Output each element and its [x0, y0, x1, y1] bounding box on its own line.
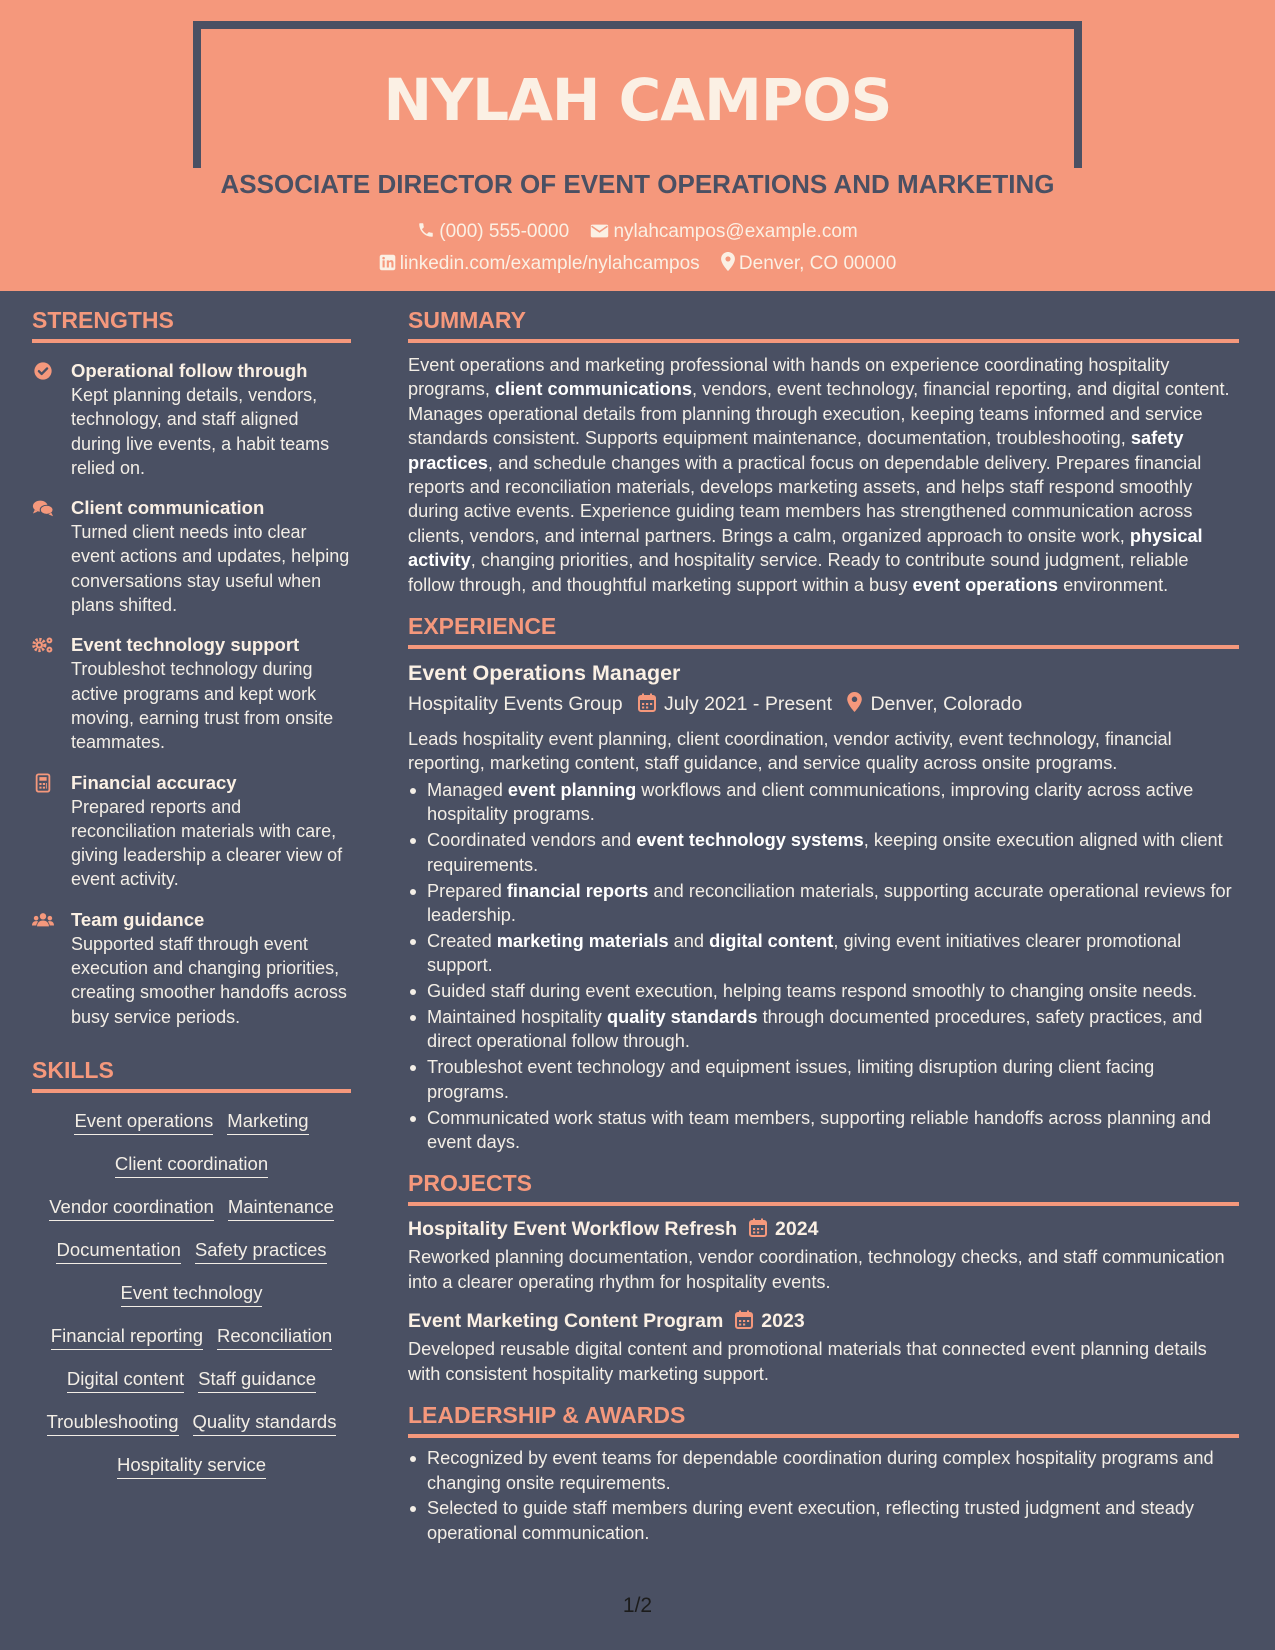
email-contact[interactable] [590, 220, 857, 244]
bullet-item: Managed event planning workflows and client communications, improving clarity across active hospitality programs. [408, 778, 1239, 827]
skill-row [32, 1238, 351, 1264]
strength-desc: Turned client needs into clear event actions and updates, helping conversations stay useful when plans shifted. [71, 522, 350, 616]
location-contact [721, 252, 896, 276]
job-bullets [408, 778, 1239, 1155]
strength-desc: Troubleshot technology during active programs and kept work moving, earning trust from onsite teammates. [71, 659, 334, 753]
job-title-headline: ASSOCIATE DIRECTOR OF EVENT OPERATIONS AND MARKETING [220, 169, 1055, 199]
right-column [408, 305, 1239, 1545]
project-desc: Reworked planning documentation, vendor coordination, technology checks, and staff communication into a clearer operating rhythm for hospitality events. [408, 1247, 1225, 1292]
bullet-item: Coordinated vendors and event technology systems, keeping onsite execution aligned with client requirements. [408, 828, 1239, 877]
strength-title: Client communication [71, 497, 265, 519]
strength-item [32, 908, 351, 1029]
leadership-heading: LEADERSHIP & AWARDS [408, 1400, 1239, 1438]
left-column [32, 305, 351, 1496]
skill-tag: Hospitality service [117, 1453, 266, 1479]
project-year-text: 2024 [775, 1218, 819, 1241]
skill-row [32, 1109, 351, 1135]
project-year-text: 2023 [761, 1310, 805, 1333]
skill-tag: Maintenance [228, 1195, 334, 1221]
contact-row-2 [0, 252, 1275, 276]
job-dates-text: July 2021 - Present [664, 693, 833, 716]
skill-tag: Digital content [67, 1367, 184, 1393]
contact-row-1 [0, 220, 1275, 244]
skill-row [32, 1324, 351, 1350]
job-intro: Leads hospitality event planning, client coordination, vendor activity, event technology, financial reporting, marketing content, staff guidance, and service quality across onsite programs. [408, 729, 1172, 774]
skill-row [32, 1367, 351, 1393]
bullet-item: Selected to guide staff members during event execution, reflecting trusted judgment and steady operational communication. [408, 1496, 1239, 1545]
phone-icon [417, 221, 435, 239]
gears-icon [32, 635, 54, 655]
calculator-icon [32, 773, 54, 793]
strength-item [32, 633, 351, 754]
skill-tag: Event operations [74, 1109, 213, 1135]
skill-row [32, 1410, 351, 1436]
chat-bubbles-icon [32, 498, 54, 518]
strength-desc: Kept planning details, vendors, technology, and staff aligned during live events, a habit teams relied on. [71, 385, 330, 478]
calendar-icon [638, 693, 656, 712]
job-location-text: Denver, Colorado [870, 693, 1023, 716]
strengths-heading: STRENGTHS [32, 305, 351, 343]
leadership-bullets [408, 1446, 1239, 1545]
phone-text: (000) 555-0000 [439, 221, 570, 242]
strength-item [32, 496, 351, 617]
skill-tag: Troubleshooting [47, 1410, 179, 1436]
resume-header [0, 0, 1275, 291]
summary-heading: SUMMARY [408, 305, 1239, 343]
skill-tag: Safety practices [195, 1238, 327, 1264]
company-name: Hospitality Events Group [408, 693, 623, 716]
project-title-row [408, 1308, 1239, 1334]
skill-tag: Quality standards [193, 1410, 337, 1436]
skill-tag: Reconciliation [217, 1324, 332, 1350]
projects-heading: PROJECTS [408, 1168, 1239, 1206]
job-location [847, 691, 1022, 717]
skill-row [32, 1195, 351, 1221]
strength-title: Team guidance [71, 908, 205, 930]
skill-row [32, 1152, 351, 1178]
skill-tag: Staff guidance [198, 1367, 316, 1393]
skill-row [32, 1453, 351, 1479]
linkedin-contact[interactable] [379, 252, 700, 276]
skill-tag: Event technology [121, 1281, 263, 1307]
strength-title: Event technology support [71, 634, 300, 656]
map-pin-icon [847, 692, 862, 712]
project-year [749, 1218, 818, 1240]
skills-heading: SKILLS [32, 1055, 351, 1093]
project-title: Hospitality Event Workflow Refresh [408, 1218, 738, 1241]
users-icon [32, 910, 54, 930]
bullet-item: Maintained hospitality quality standards through documented procedures, safety practices, and direct operational follow through. [408, 1005, 1239, 1054]
linkedin-icon [379, 254, 396, 271]
strength-desc: Prepared reports and reconciliation materials with care, giving leadership a clearer view of event activity. [71, 796, 343, 890]
project-desc: Developed reusable digital content and promotional materials that connected event planning details with consistent hospitality marketing support. [408, 1339, 1207, 1384]
linkedin-text: linkedin.com/example/nylahcampos [399, 253, 700, 274]
skill-tag: Client coordination [115, 1152, 268, 1178]
strength-item [32, 771, 351, 892]
skill-tag: Marketing [227, 1109, 308, 1135]
bullet-item: Troubleshot event technology and equipment issues, limiting disruption during client facing programs. [408, 1055, 1239, 1104]
skill-tag: Documentation [56, 1238, 180, 1264]
email-text: nylahcampos@example.com [613, 221, 858, 242]
check-circle-icon [32, 361, 54, 381]
calendar-icon [749, 1218, 767, 1237]
project-title-row [408, 1216, 1239, 1242]
map-pin-icon [721, 252, 735, 271]
bullet-item: Created marketing materials and digital content, giving event initiatives clearer promotional support. [408, 929, 1239, 978]
bullet-item: Communicated work status with team members, supporting reliable handoffs across planning and event days. [408, 1106, 1239, 1155]
page-number: 1/2 [622, 1594, 653, 1617]
phone-contact[interactable] [417, 220, 569, 244]
location-text: Denver, CO 00000 [738, 253, 897, 274]
calendar-icon [735, 1310, 753, 1329]
bullet-item: Prepared financial reports and reconciliation materials, supporting accurate operational reviews for leadership. [408, 879, 1239, 928]
strength-item [32, 359, 351, 480]
project-year [735, 1310, 804, 1332]
skill-tag: Vendor coordination [49, 1195, 214, 1221]
summary-text: Event operations and marketing professional with hands on experience coordinating hospitality programs, client communications, vendors, event technology, financial reporting, and digital content. Manages operational details from planning through execution, keeping teams informed and service standards consistent. Supports equipment maintenance, documentation, troubleshooting, safety practices, and schedule changes with a practical focus on dependable delivery. Prepares financial reports and reconciliation materials, develops marketing assets, and helps staff respond smoothly during active events. Experience guiding team members has strengthened communication across clients, vendors, and internal partners. Brings a calm, organized approach to onsite work, physical activity, changing priorities, and hospitality service. Ready to contribute sound judgment, reliable follow through, and thoughtful marketing support within a busy event operations environment. [408, 355, 1230, 595]
candidate-name: NYLAH CAMPOS [383, 66, 892, 134]
skill-tag: Financial reporting [51, 1324, 203, 1350]
bullet-item: Guided staff during event execution, helping teams respond smoothly to changing onsite needs. [408, 979, 1239, 1003]
strength-title: Operational follow through [71, 360, 308, 381]
skill-row [32, 1281, 351, 1307]
bullet-item: Recognized by event teams for dependable coordination during complex hospitality programs and changing onsite requirements. [408, 1446, 1239, 1495]
strength-title: Financial accuracy [71, 771, 237, 793]
skills-list [32, 1093, 351, 1479]
job-position-title: Event Operations Manager [408, 661, 681, 686]
strength-desc: Supported staff through event execution and changing priorities, creating smoother handoffs across busy service periods. [71, 933, 347, 1027]
experience-heading: EXPERIENCE [408, 611, 1239, 649]
project-title: Event Marketing Content Program [408, 1310, 724, 1333]
envelope-icon [590, 223, 609, 239]
job-dates [638, 691, 832, 717]
job-meta [408, 691, 1239, 717]
